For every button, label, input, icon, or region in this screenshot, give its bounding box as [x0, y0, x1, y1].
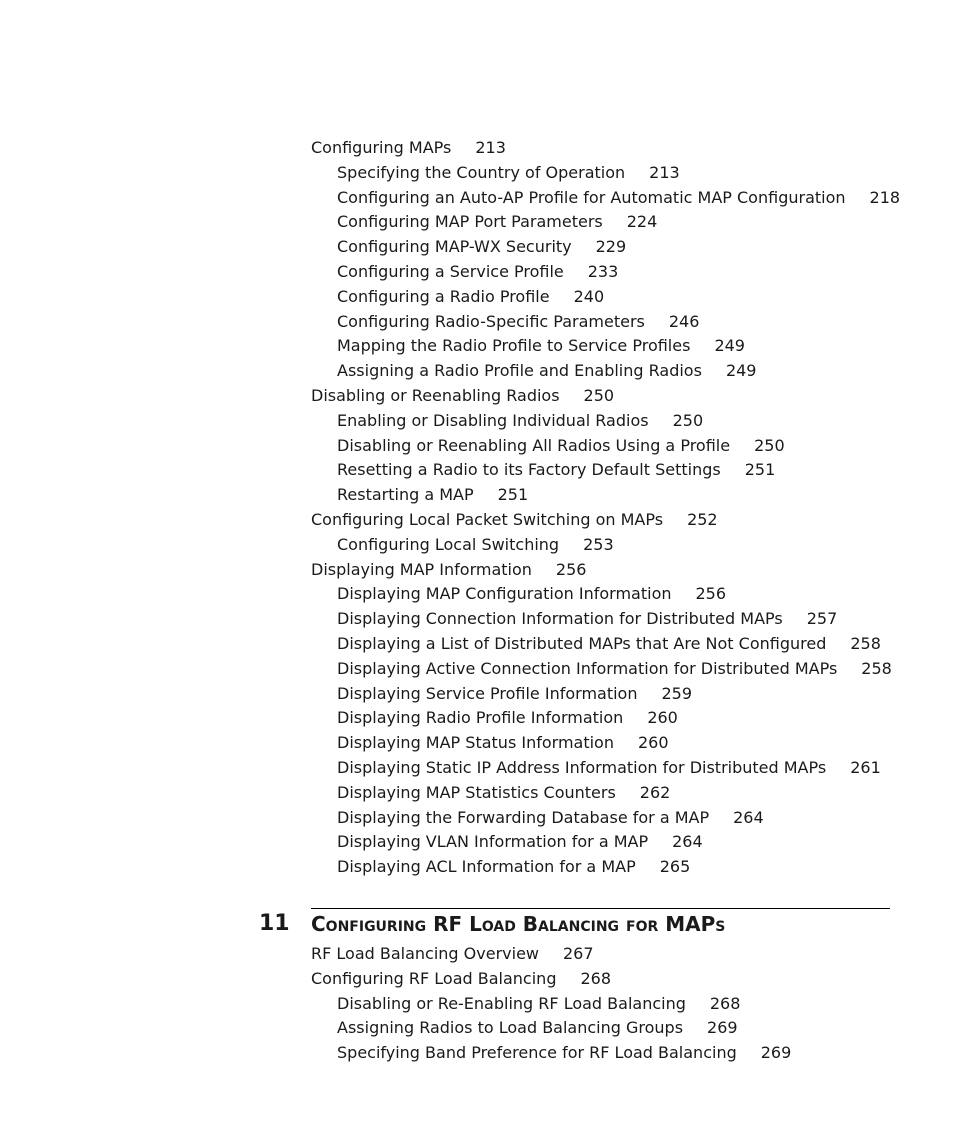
- toc-entry-subsection[interactable]: [0, 310, 954, 335]
- toc-entry-page-number: 268: [580, 968, 612, 988]
- toc-entry-title: Displaying a List of Distributed MAPs that Are Not Configured: [337, 633, 827, 653]
- toc-entry-title: RF Load Balancing Overview: [311, 944, 539, 963]
- toc-entry-subsection[interactable]: [0, 657, 954, 682]
- toc-entry-title: Configuring a Service Profile: [337, 261, 564, 281]
- toc-entry-page-number: 257: [806, 609, 838, 629]
- toc-entry-section[interactable]: [0, 558, 954, 583]
- toc-entry-subsection[interactable]: [0, 210, 954, 235]
- toc-entry-subsection[interactable]: [0, 607, 954, 632]
- toc-entry-title: Displaying MAP Status Information: [337, 733, 614, 753]
- toc-entry-subsection[interactable]: [0, 260, 954, 285]
- toc-entry-subsection[interactable]: [0, 682, 954, 707]
- toc-entry-page-number: 213: [649, 162, 680, 182]
- toc-entry-page-number: 249: [714, 336, 745, 356]
- toc-entry-page-number: 258: [861, 658, 892, 678]
- toc-entry-subsection[interactable]: [0, 992, 954, 1017]
- toc-entry-page-number: 251: [744, 460, 776, 480]
- toc-entry-page-number: 253: [583, 534, 614, 554]
- toc-entry-title: Displaying the Forwarding Database for a MAP: [337, 807, 710, 827]
- toc-entry-title: Assigning a Radio Profile and Enabling Radios: [337, 361, 702, 381]
- toc-entry-page-number: 229: [595, 237, 627, 257]
- toc-entry-page-number: 250: [754, 435, 785, 455]
- toc-entry-title: Displaying Active Connection Information for Distributed MAPs: [337, 658, 838, 678]
- toc-entry-section[interactable]: [0, 508, 954, 533]
- toc-entry-title: Mapping the Radio Profile to Service Profiles: [337, 336, 691, 356]
- toc-entry-title: Displaying MAP Configuration Information: [337, 584, 672, 604]
- toc-entry-subsection[interactable]: [0, 458, 954, 483]
- toc-entry-subsection[interactable]: [0, 855, 954, 880]
- toc-entry-page-number: 256: [555, 559, 587, 579]
- toc-entry-page-number: 233: [587, 261, 619, 281]
- toc-entry-title: Configuring RF Load Balancing: [311, 968, 557, 988]
- toc-entry-title: Disabling or Reenabling All Radios Using a Profile: [337, 435, 731, 455]
- toc-entry-subsection[interactable]: [0, 483, 954, 508]
- toc-entry-page-number: 249: [725, 361, 757, 381]
- toc-entry-title: Displaying Radio Profile Information: [337, 708, 624, 728]
- toc-entry-title: Displaying VLAN Information for a MAP: [337, 832, 649, 852]
- toc-entry-page-number: 260: [637, 733, 669, 753]
- toc-entry-subsection[interactable]: [0, 756, 954, 781]
- toc-entry-title: Disabling or Re-Enabling RF Load Balancing: [337, 993, 686, 1013]
- toc-section-top: [0, 136, 954, 880]
- toc-entry-title: Displaying Connection Information for Distributed MAPs: [337, 609, 783, 629]
- toc-entry-page-number: 261: [850, 757, 881, 777]
- toc-entry-page-number: 269: [707, 1018, 738, 1038]
- toc-entry-section[interactable]: [0, 942, 954, 967]
- chapter-number: 11: [259, 911, 290, 936]
- toc-entry-subsection[interactable]: [0, 235, 954, 260]
- toc-entry-page-number: 264: [733, 807, 764, 827]
- toc-entry-title: Specifying the Country of Operation: [337, 162, 626, 182]
- toc-entry-title: Enabling or Disabling Individual Radios: [337, 410, 649, 430]
- toc-entry-title: Configuring Radio-Specific Parameters: [337, 311, 645, 331]
- toc-entry-page-number: 260: [647, 708, 678, 728]
- toc-entry-title: Resetting a Radio to its Factory Default Settings: [337, 460, 721, 480]
- toc-entry-title: Displaying ACL Information for a MAP: [337, 857, 636, 877]
- toc-entry-title: Disabling or Reenabling Radios: [311, 385, 560, 405]
- toc-entry-page-number: 213: [475, 138, 506, 157]
- toc-entry-subsection[interactable]: [0, 334, 954, 359]
- toc-entry-subsection[interactable]: [0, 830, 954, 855]
- toc-entry-subsection[interactable]: [0, 582, 954, 607]
- toc-entry-title: Configuring Local Switching: [337, 534, 560, 554]
- chapter-title: Configuring RF Load Balancing for MAPs: [311, 912, 726, 936]
- toc-entry-page-number: 262: [639, 782, 671, 802]
- toc-entry-title: Displaying Static IP Address Information for Distributed MAPs: [337, 757, 827, 777]
- toc-entry-subsection[interactable]: [0, 285, 954, 310]
- toc-entry-page-number: 246: [668, 311, 700, 331]
- toc-entry-subsection[interactable]: [0, 409, 954, 434]
- toc-entry-page-number: 267: [563, 944, 594, 963]
- toc-entry-page-number: 250: [672, 410, 704, 430]
- toc-entry-title: Configuring MAP Port Parameters: [337, 212, 603, 232]
- toc-entry-page-number: 258: [850, 633, 881, 653]
- toc-entry-title: Configuring MAPs: [311, 138, 452, 157]
- toc-entry-section[interactable]: [0, 136, 954, 161]
- toc-entry-title: Configuring Local Packet Switching on MAPs: [311, 509, 664, 529]
- toc-entry-title: Displaying MAP Statistics Counters: [337, 782, 616, 802]
- toc-entry-page-number: 252: [687, 509, 718, 529]
- toc-entry-section[interactable]: [0, 967, 954, 992]
- toc-entry-subsection[interactable]: [0, 731, 954, 756]
- toc-section-bottom: [0, 942, 954, 1066]
- toc-entry-page-number: 269: [760, 1043, 792, 1063]
- toc-entry-subsection[interactable]: [0, 161, 954, 186]
- toc-entry-title: Displaying MAP Information: [311, 559, 532, 579]
- toc-entry-page-number: 224: [626, 212, 658, 232]
- toc-entry-section[interactable]: [0, 384, 954, 409]
- toc-entry-subsection[interactable]: [0, 632, 954, 657]
- toc-entry-title: Configuring an Auto-AP Profile for Automatic MAP Configuration: [337, 187, 846, 207]
- toc-entry-subsection[interactable]: [0, 706, 954, 731]
- toc-entry-page-number: 264: [672, 832, 703, 852]
- toc-entry-page-number: 218: [869, 187, 901, 207]
- toc-entry-subsection[interactable]: [0, 1016, 954, 1041]
- toc-entry-subsection[interactable]: [0, 806, 954, 831]
- toc-entry-page-number: 265: [659, 857, 691, 877]
- toc-entry-page-number: 240: [573, 286, 605, 306]
- toc-entry-page-number: 268: [709, 993, 741, 1013]
- toc-entry-subsection[interactable]: [0, 186, 954, 211]
- toc-entry-page-number: 251: [497, 485, 529, 505]
- toc-entry-title: Specifying Band Preference for RF Load Balancing: [337, 1043, 737, 1063]
- toc-entry-title: Assigning Radios to Load Balancing Groups: [337, 1018, 684, 1038]
- toc-entry-subsection[interactable]: [0, 359, 954, 384]
- toc-entry-subsection[interactable]: [0, 533, 954, 558]
- toc-entry-subsection[interactable]: [0, 1041, 954, 1066]
- toc-entry-title: Displaying Service Profile Information: [337, 683, 638, 703]
- toc-entry-subsection[interactable]: [0, 434, 954, 459]
- toc-entry-title: Configuring MAP-WX Security: [337, 237, 572, 257]
- toc-entry-subsection[interactable]: [0, 781, 954, 806]
- toc-entry-page-number: 259: [661, 683, 693, 703]
- toc-entry-title: Restarting a MAP: [337, 485, 474, 505]
- toc-entry-title: Configuring a Radio Profile: [337, 286, 550, 306]
- toc-entry-page-number: 250: [583, 385, 615, 405]
- toc-entry-page-number: 256: [695, 584, 727, 604]
